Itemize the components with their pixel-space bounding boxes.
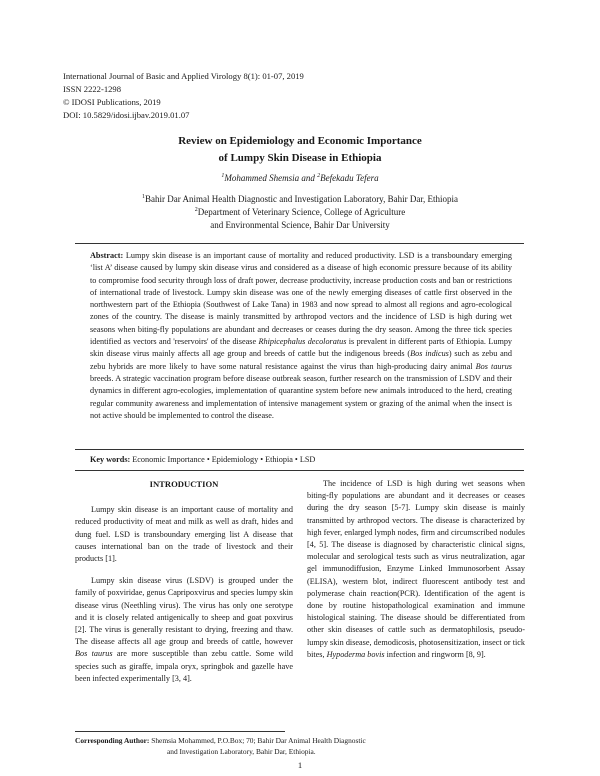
footnote-label: Corresponding Author: [75,736,150,745]
author-2: Befekadu Tefera [320,173,379,183]
page-number: 1 [297,760,303,770]
keywords [90,455,512,464]
intro-paragraph-1: Lumpy skin disease is an important cause of mortality and reduced productivity of meat and milk as well as draft, hides and dung fuel. LSD is transboundary emerging list A disease that causes international ban on the trade of livestock and their products [1]. [75,505,293,564]
author-1: Mohammed Shemsia and [224,173,318,183]
affil-2-mark: 2 [194,207,198,213]
corresponding-author [75,736,366,757]
abstract-text-2: is prevalent in different parts of Ethiopia. Lumpy skin disease virus mainly affects all age group and breeds of cattle but the indigenous breeds ( [90,337,513,359]
intro-p3-text: The incidence of LSD is high during wet seasons when biting-fly populations are abundant and it decreases or ceases during the dry season [5-7]. Lumpy skin disease is mainly transmitted by arthropod vectors. The disease is characterized by high fever, enlarged lymph nodes, firm and circumscribed nodules [4, 5]. The disease is diagnosed by characteristic clinical signs, molecular and serological tests such as virus neutralization, agar gel immunodiffusion, Enzyme Linked Immunosorbent Assay (ELISA), western blot, indirect fluorescent antibody test and polymerase chain reaction(PCR). Identification of the agent is done by routine histopathological examination and immune histological staining. The disease should be differentiated from other skin diseases of cattle such as dermatophilosis, pseudo-lumpy skin disease, demodicosis, photosensitization, insect or tick bites, [307,479,525,659]
journal-citation: International Journal of Basic and Applied Virology 8(1): 01-07, 2019 [63,71,304,81]
abstract-text-3: ) such as zebu and zebu hybrids are more likely to have some natural resistance against the virus than high-producing dairy animal [90,349,512,371]
affil-1-mark: 1 [142,194,145,200]
title-line-1: Review on Epidemiology and Economic Importance [178,135,422,147]
paper-title [0,133,600,167]
keywords-list: Economic Importance • Epidemiology • Ethiopia • LSD [130,455,316,464]
intro-p2-text-a: Lumpy skin disease virus (LSDV) is grouped under the family of poxviridae, genus Capripoxvirus and species lumpy skin disease virus (Neethling virus). The virus has only one serotype and it is closely related antigenically to sheep and goat poxvirus [2]. The virus is generally resistant to drying, freezing and thaw. The disease affects all age group and breeds of cattle, however [75,576,293,647]
author-1-affil-mark: 1 [221,173,225,179]
issn: ISSN 2222-1298 [63,84,122,94]
abstract-species-1: Rhipicephalus decoloratus [258,337,347,347]
abstract-top-rule [75,243,524,244]
abstract-species-3: Bos taurus [475,361,512,371]
intro-p2-text-b: are more susceptible than zebu cattle. Some wild species such as giraffe, impala oryx, springbok and gazelle have been infected experimentally [3, 4]. [75,649,293,683]
abstract-text-1: Lumpy skin disease is an important cause of mortality and reduced productivity. LSD is a transboundary emerging ‘list A’ disease caused by lumpy skin disease virus and considered as a disease of high economic pressure because of its ability to compromise food security through loss of draft power, decrease productivity, increase production costs and ban or restrictions of international trade of livestock. Lumpy skin disease was one of the newly emerging diseases of cattle first observed in the northwestern part of the Ethiopia (Southwest of Lake Tana) in 1983 and now spread to almost all regions and agro-ecological zones of the country. The disease is mainly transmitted by arthropod vectors and the incidence of LSD is high during wet seasons when biting-fly populations are abundant and decreases or ceases during the dry season. Among the three tick species identified as vectors and 'reservoirs' of the disease [90,251,512,347]
keywords-bottom-rule [75,470,524,471]
author-list [0,173,600,183]
intro-paragraph-3 [307,478,525,661]
title-line-2: of Lumpy Skin Disease in Ethiopia [218,152,382,164]
keywords-label: Key words: [90,455,131,464]
affiliation-2 [0,206,600,219]
affiliation-2-cont: and Environmental Science, Bahir Dar University [210,220,390,230]
abstract-species-2: Bos indicus [410,349,449,359]
intro-p2-species: Bos taurus [75,649,113,659]
left-column [75,478,293,695]
affil-2-text: Department of Veterinary Science, College of Agriculture [197,207,406,217]
abstract-label: Abstract: [90,251,124,260]
abstract-text-4: breeds. A strategic vaccination program before disease outbreak season, further research on the transmission of LSDV and their dynamics in different agro-ecologies, implementation of quarantine system before new animals introduced to the herd, creating regular community awareness and implementation of intensive management system or grazing of the animal when the insect is not active should be implemented to control the disease. [90,373,512,420]
journal-header [63,70,304,122]
doi[interactable]: DOI: 10.5829/idosi.ijbav.2019.01.07 [63,110,190,120]
intro-p3-species: Hypoderma bovis [326,649,385,659]
section-heading-introduction: INTRODUCTION [149,479,219,489]
abstract [90,250,512,422]
affil-1-text: Bahir Dar Animal Health Diagnostic and Investigation Laboratory, Bahir Dar, Ethiopia [145,194,458,204]
intro-paragraph-2 [75,575,293,685]
footnote-line-2: and Investigation Laboratory, Bahir Dar, Ethiopia. [167,746,316,756]
footnote-line-1: Shemsia Mohammed, P.O.Box; 70; Bahir Dar Animal Health Diagnostic [149,736,366,745]
keywords-top-rule [75,449,524,450]
right-column [307,478,525,671]
intro-p3-text-b: infection and ringworm [8, 9]. [384,649,486,659]
footnote-rule [75,731,285,732]
copyright: © IDOSI Publications, 2019 [63,97,161,107]
affiliation-1 [0,193,600,206]
author-2-affil-mark: 2 [317,173,321,179]
affiliations [0,193,600,232]
